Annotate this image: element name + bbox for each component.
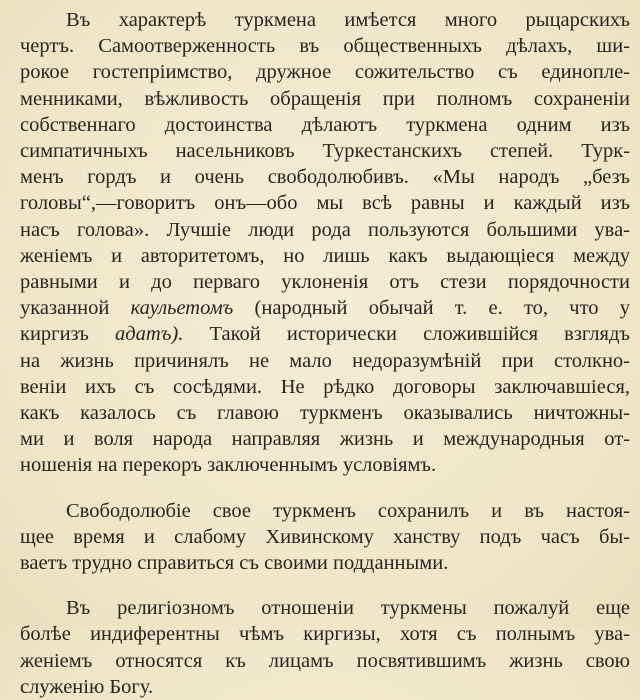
text-line: щее время и слабому Хивинскому ханству подъ часъ бы- bbox=[20, 525, 630, 548]
paragraph-2 bbox=[20, 498, 630, 577]
paragraph-3 bbox=[20, 595, 630, 700]
text-line: ношенія на перекоръ заключеннымъ условіямъ. bbox=[20, 454, 437, 477]
text-line bbox=[20, 321, 630, 347]
text-line: головы“,—говоритъ онъ—обо мы всѣ равны и каждый изъ bbox=[20, 192, 630, 215]
text-line: менъ гордъ и очень свободолюбивъ. «Мы народъ „безъ bbox=[20, 166, 630, 189]
italic-term: каульетомъ bbox=[130, 297, 234, 320]
text-line: равными и до перваго уклоненія отъ стези порядочности bbox=[20, 271, 630, 294]
text-line: женіемъ относятся къ лицамъ посвятившимъ жизнь свою bbox=[20, 649, 630, 672]
text-line: какъ казалось съ главою туркменъ оказывались ничтожны- bbox=[20, 402, 630, 425]
text-segment: указанной bbox=[20, 297, 131, 320]
text-segment: Такой исторически сложившійся взглядъ bbox=[183, 323, 630, 346]
text-line: рокое гостепріимство, дружное сожительство съ единопле- bbox=[20, 61, 630, 84]
text-line bbox=[20, 295, 630, 321]
text-line: Въ религіозномъ отношеніи туркмены пожалуй еще bbox=[66, 597, 630, 620]
text-line: Въ характерѣ туркмена имѣется много рыцарскихъ bbox=[66, 9, 630, 31]
text-line: менниками, вѣжливость обращенія при полномъ сохраненіи bbox=[20, 87, 630, 110]
text-segment: киргизъ bbox=[20, 323, 116, 346]
text-line: Свободолюбіе свое туркменъ сохранилъ и въ настоя- bbox=[66, 499, 630, 522]
text-line: служенію Богу. bbox=[20, 675, 154, 698]
paragraph-gap bbox=[20, 576, 630, 595]
text-line: симпатичныхъ насельниковъ Туркестанскихъ степей. Турк- bbox=[20, 140, 630, 163]
text-line: чертъ. Самоотверженность въ общественныхъ дѣлахъ, ши- bbox=[20, 35, 630, 58]
text-line: на жизнь причинялъ не мало недоразумѣній при столкно- bbox=[20, 349, 630, 372]
text-line: ми и воля народа направляя жизнь и международныя от- bbox=[20, 428, 630, 451]
paragraph-gap bbox=[20, 479, 630, 498]
text-line: ваетъ трудно справиться съ своими подданными. bbox=[20, 552, 449, 575]
text-line: веніи ихъ съ сосѣдями. Не рѣдко договоры заключавшіеся, bbox=[20, 375, 630, 398]
text-line: насъ голова». Лучшіе люди рода пользуются большими ува- bbox=[20, 218, 630, 241]
text-line: женіемъ и авторитетомъ, но лишь какъ выдающіеся между bbox=[20, 244, 630, 267]
text-line: болѣе индиферентны чѣмъ киргизы, хотя съ полнымъ ува- bbox=[20, 623, 630, 646]
text-segment: (народный обычай т. е. то, что у bbox=[233, 297, 630, 320]
italic-term: адатъ). bbox=[115, 323, 184, 346]
paragraph-1 bbox=[20, 7, 630, 479]
text-line: собственнаго достоинства дѣлаютъ туркмена одним изъ bbox=[20, 113, 630, 136]
